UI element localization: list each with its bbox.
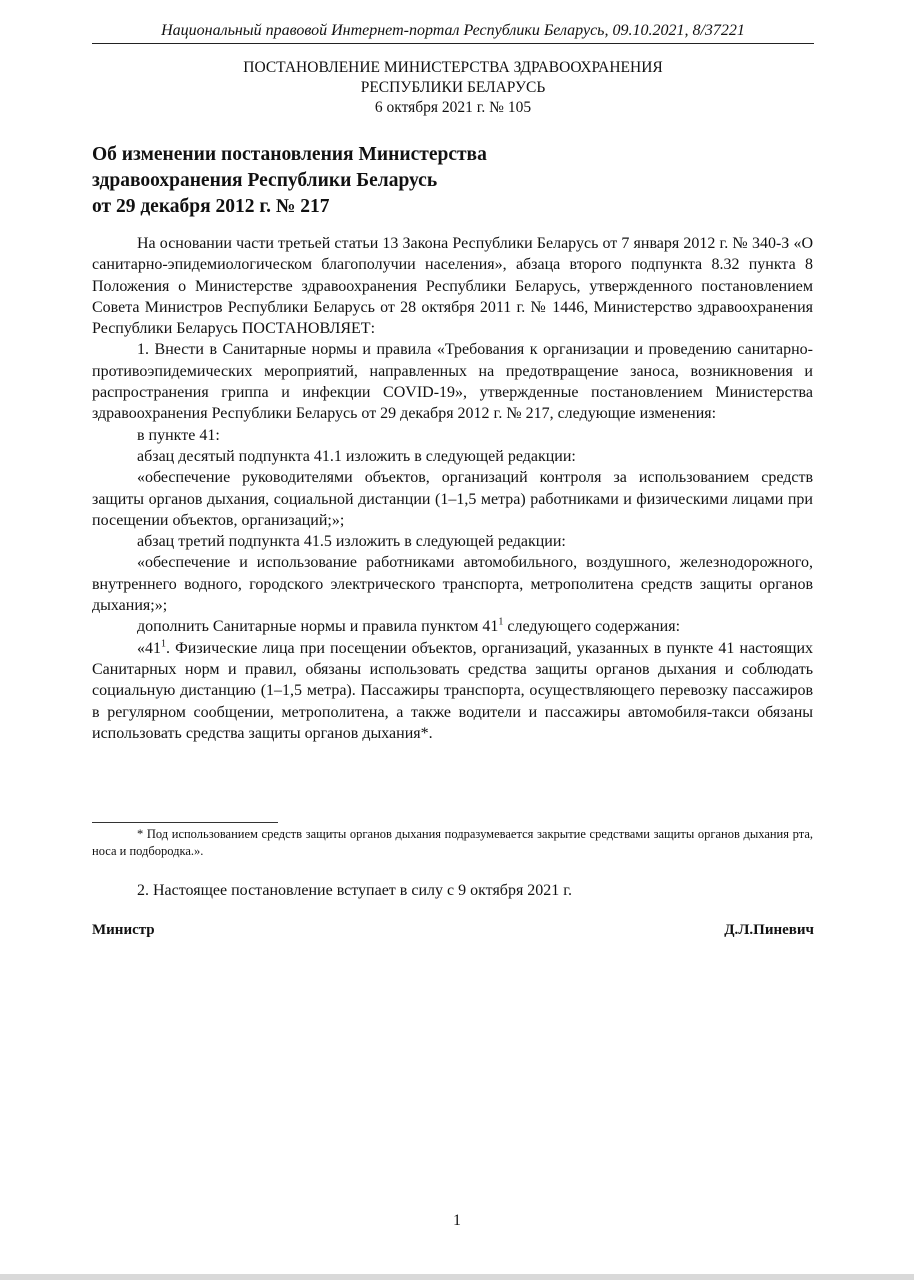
- point-41-paragraph: в пункте 41:: [137, 426, 220, 444]
- new-point-open: «41: [137, 639, 161, 657]
- subpoint-41-5-text: «обеспечение и использование работниками автомобильного, воздушного, железнодорожного, внутреннего водного, городского электрического транспорта, метрополитена средств защиты органов дыхания;»;: [92, 554, 813, 615]
- add-point-intro-a: дополнить Санитарные нормы и правила пунктом 41: [137, 618, 499, 636]
- signature-name: Д.Л.Пиневич: [724, 922, 814, 938]
- page-bottom-edge: [0, 1274, 914, 1280]
- footnote-divider: [92, 822, 278, 823]
- new-point-sup: 1: [161, 638, 166, 650]
- document-body: [92, 233, 813, 744]
- add-point-sup: 1: [498, 617, 504, 629]
- new-point-41-1: [92, 638, 813, 744]
- document-title: [92, 142, 612, 220]
- subpoint-41-1-intro: абзац десятый подпункта 41.1 изложить в следующей редакции:: [137, 447, 576, 465]
- add-point-intro: [92, 616, 813, 637]
- document-date-number: 6 октября 2021 г. № 105: [374, 99, 532, 116]
- subpoint-41-5-intro: абзац третий подпункта 41.5 изложить в следующей редакции:: [137, 533, 566, 551]
- preamble-paragraph: На основании части третьей статьи 13 Закона Республики Беларусь от 7 января 2012 г. № 340-З «О санитарно-эпидемиологическом благополучии населения», абзаца второго подпункта 8.32 пункта 8 Положения о Министерстве здравоохранения Республики Беларусь, утвержденного постановлением Совета Министров Республики Беларусь от 28 октября 2011 г. № 1446, Министерство здравоохранения Республики Беларусь ПОСТАНОВЛЯЕТ:: [92, 235, 813, 338]
- portal-header: Национальный правовой Интернет-портал Республики Беларусь, 09.10.2021, 8/37221: [92, 22, 814, 44]
- clause-2-paragraph: 2. Настоящее постановление вступает в силу с 9 октября 2021 г.: [137, 882, 573, 899]
- footnote-text: * Под использованием средств защиты органов дыхания подразумевается закрытие средствами защиты органов дыхания рта, носа и подбородка.».: [92, 827, 813, 858]
- title-line-2: здравоохранения Республики Беларусь: [92, 170, 438, 191]
- title-line-1: Об изменении постановления Министерства: [92, 144, 487, 165]
- add-point-intro-b: следующего содержания:: [503, 618, 681, 636]
- page-number: 1: [453, 1212, 461, 1229]
- document-type-block: [92, 58, 814, 118]
- footnote: [92, 826, 813, 860]
- signature-position: Министр: [92, 922, 155, 938]
- document-type-line2: РЕСПУБЛИКИ БЕЛАРУСЬ: [360, 79, 546, 96]
- clause-1-paragraph: 1. Внести в Санитарные нормы и правила «Требования к организации и проведению санитарно-противоэпидемических мероприятий, направленных на предотвращение заноса, возникновения и распространения гриппа и инфекции COVID-19», утвержденные постановлением Министерства здравоохранения Республики Беларусь от 29 декабря 2012 г. № 217, следующие изменения:: [92, 341, 813, 423]
- subpoint-41-1-text: «обеспечение руководителями объектов, организаций контроля за использованием средств защиты органов дыхания, социальной дистанции (1–1,5 метра) работниками и физическими лицами при посещении объектов, организаций;»;: [92, 469, 813, 529]
- new-point-text: . Физические лица при посещении объектов, организаций, указанных в пункте 41 настоящих Санитарных норм и правил, обязаны использовать средства защиты органов дыхания и соблюдать социальную дистанцию (1–1,5 метра). Пассажиры транспорта, осуществляющего перевозку пассажиров в регулярном сообщении, метрополитена, а также водители и пассажиры автомобиля-такси обязаны использовать средства защиты органов дыхания*.: [92, 639, 813, 742]
- title-line-3: от 29 декабря 2012 г. № 217: [92, 196, 330, 217]
- document-type-line1: ПОСТАНОВЛЕНИЕ МИНИСТЕРСТВА ЗДРАВООХРАНЕНИЯ: [243, 59, 663, 76]
